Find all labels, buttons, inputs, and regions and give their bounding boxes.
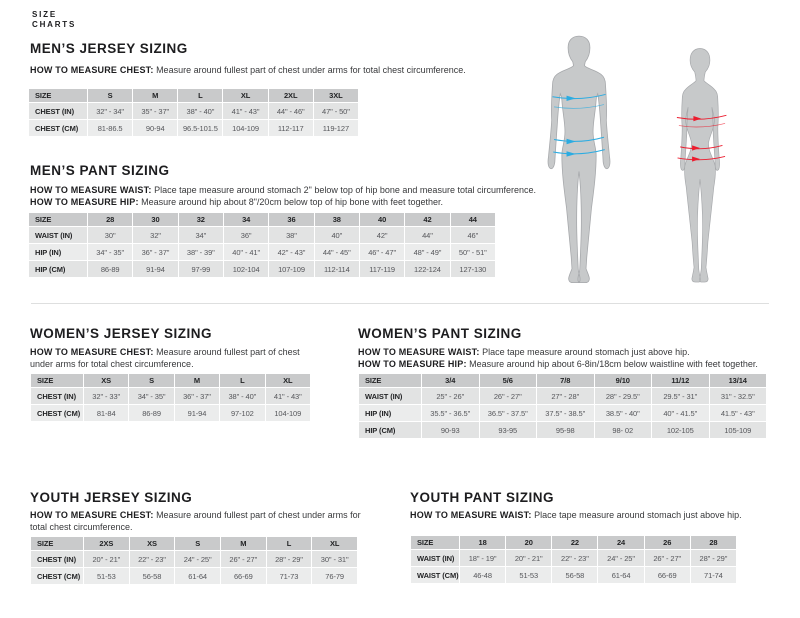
size-header-cell: XS xyxy=(129,537,175,551)
value-cell: 34" - 35" xyxy=(88,244,133,261)
value-cell: 81-86.5 xyxy=(88,120,133,137)
row-label: WAIST (IN) xyxy=(359,388,422,405)
size-header-cell: 2XS xyxy=(84,537,130,551)
mens-pant-heading: MEN’S PANT SIZING xyxy=(30,163,170,178)
value-cell: 66-69 xyxy=(220,568,266,585)
size-column-header: SIZE xyxy=(411,536,460,550)
size-header-cell: 24 xyxy=(598,536,644,550)
table-row xyxy=(31,388,311,405)
howto-label: HOW TO MEASURE CHEST: xyxy=(30,347,154,357)
value-cell: 61-64 xyxy=(175,568,221,585)
size-header-cell: L xyxy=(266,537,312,551)
value-cell: 41.5" - 43" xyxy=(709,405,767,422)
howto-label: HOW TO MEASURE CHEST: xyxy=(30,65,154,75)
value-cell: 76-79 xyxy=(312,568,358,585)
size-column-header: SIZE xyxy=(31,374,84,388)
value-cell: 127-130 xyxy=(450,261,495,278)
howto-label: HOW TO MEASURE WAIST: xyxy=(358,347,480,357)
womens-pant-heading: WOMEN’S PANT SIZING xyxy=(358,326,522,341)
size-header-cell: 36 xyxy=(269,213,314,227)
value-cell: 44" - 45" xyxy=(314,244,359,261)
table-header-row xyxy=(29,213,496,227)
value-cell: 102-105 xyxy=(652,422,710,439)
size-header-cell: S xyxy=(129,374,174,388)
row-label: HIP (IN) xyxy=(359,405,422,422)
value-cell: 32" - 33" xyxy=(84,388,129,405)
value-cell: 41" - 43" xyxy=(265,388,310,405)
value-cell: 28" - 29" xyxy=(690,550,736,567)
table-row xyxy=(31,551,358,568)
howto-label: HOW TO MEASURE WAIST: xyxy=(30,185,152,195)
value-cell: 28" - 29.5" xyxy=(594,388,652,405)
value-cell: 93-95 xyxy=(479,422,537,439)
size-header-cell: 9/10 xyxy=(594,374,652,388)
table-header-row xyxy=(29,89,359,103)
size-column-header: SIZE xyxy=(29,213,88,227)
value-cell: 56-58 xyxy=(129,568,175,585)
value-cell: 24" - 25" xyxy=(175,551,221,568)
value-cell: 90-94 xyxy=(133,120,178,137)
value-cell: 29.5" - 31" xyxy=(652,388,710,405)
row-label: WAIST (IN) xyxy=(29,227,88,244)
size-header-cell: M xyxy=(174,374,219,388)
value-cell: 26" - 27" xyxy=(644,550,690,567)
value-cell: 81-84 xyxy=(84,405,129,422)
value-cell: 96.5-101.5 xyxy=(178,120,223,137)
value-cell: 97-99 xyxy=(178,261,223,278)
howto-label: HOW TO MEASURE HIP: xyxy=(358,359,467,369)
youth-pant-howto xyxy=(410,509,790,521)
table-row xyxy=(29,261,496,278)
value-cell: 42" xyxy=(359,227,404,244)
size-header-cell: 40 xyxy=(359,213,404,227)
value-cell: 50" - 51" xyxy=(450,244,495,261)
value-cell: 71-74 xyxy=(690,567,736,584)
value-cell: 34" xyxy=(178,227,223,244)
howto-line xyxy=(30,509,380,533)
howto-text: Measure around hip about 6-8in/18cm below waistline with feet together. xyxy=(469,359,758,369)
value-cell: 38" xyxy=(269,227,314,244)
value-cell: 30" - 31" xyxy=(312,551,358,568)
size-header-cell: 2XL xyxy=(268,89,313,103)
size-column-header: SIZE xyxy=(31,537,84,551)
womens-jersey-heading: WOMEN’S JERSEY SIZING xyxy=(30,326,213,341)
size-header-cell: 44 xyxy=(450,213,495,227)
page-title-line1: SIZE xyxy=(32,10,57,19)
howto-text: Place tape measure around stomach just above hip. xyxy=(534,510,742,520)
size-header-cell: 42 xyxy=(405,213,450,227)
size-header-cell: M xyxy=(220,537,266,551)
row-label: CHEST (IN) xyxy=(31,388,84,405)
size-header-cell: 3/4 xyxy=(422,374,480,388)
value-cell: 46-48 xyxy=(460,567,506,584)
value-cell: 35.5" - 36.5" xyxy=(422,405,480,422)
youth-pant-table xyxy=(410,535,737,584)
size-header-cell: 5/6 xyxy=(479,374,537,388)
value-cell: 38" - 39" xyxy=(178,244,223,261)
value-cell: 32" xyxy=(133,227,178,244)
value-cell: 42" - 43" xyxy=(269,244,314,261)
value-cell: 71-73 xyxy=(266,568,312,585)
mens-jersey-heading: MEN’S JERSEY SIZING xyxy=(30,41,188,56)
row-label: CHEST (CM) xyxy=(29,120,88,137)
value-cell: 98- 02 xyxy=(594,422,652,439)
row-label: HIP (CM) xyxy=(29,261,88,278)
row-label: CHEST (CM) xyxy=(31,568,84,585)
value-cell: 22" - 23" xyxy=(129,551,175,568)
howto-text: Place tape measure around stomach just above hip. xyxy=(482,347,690,357)
howto-line xyxy=(410,509,790,521)
howto-label: HOW TO MEASURE WAIST: xyxy=(410,510,532,520)
size-header-cell: 7/8 xyxy=(537,374,595,388)
table-row xyxy=(359,405,767,422)
value-cell: 46" - 47" xyxy=(359,244,404,261)
value-cell: 32" - 34" xyxy=(88,103,133,120)
value-cell: 24" - 25" xyxy=(598,550,644,567)
size-header-cell: L xyxy=(220,374,265,388)
value-cell: 46" xyxy=(450,227,495,244)
table-row xyxy=(31,405,311,422)
value-cell: 104-109 xyxy=(265,405,310,422)
size-header-cell: 32 xyxy=(178,213,223,227)
value-cell: 36.5" - 37.5" xyxy=(479,405,537,422)
size-header-cell: 20 xyxy=(506,536,552,550)
row-label: WAIST (CM) xyxy=(411,567,460,584)
size-header-cell: 18 xyxy=(460,536,506,550)
table-header-row xyxy=(411,536,737,550)
row-label: WAIST (IN) xyxy=(411,550,460,567)
row-label: HIP (CM) xyxy=(359,422,422,439)
howto-line xyxy=(358,358,788,370)
male-silhouette xyxy=(548,36,610,283)
value-cell: 122-124 xyxy=(405,261,450,278)
value-cell: 107-109 xyxy=(269,261,314,278)
womens-jersey-howto xyxy=(30,346,325,370)
value-cell: 102-104 xyxy=(223,261,268,278)
value-cell: 44" xyxy=(405,227,450,244)
size-header-cell: S xyxy=(175,537,221,551)
value-cell: 36" xyxy=(223,227,268,244)
table-row xyxy=(411,567,737,584)
size-header-cell: 22 xyxy=(552,536,598,550)
table-header-row xyxy=(359,374,767,388)
table-header-row xyxy=(31,537,358,551)
value-cell: 20" - 21" xyxy=(84,551,130,568)
womens-pant-table xyxy=(358,373,767,439)
value-cell: 40" xyxy=(314,227,359,244)
value-cell: 61-64 xyxy=(598,567,644,584)
howto-line xyxy=(30,346,325,370)
youth-jersey-table xyxy=(30,536,358,585)
table-row xyxy=(359,422,767,439)
howto-text: Measure around fullest part of chest under arms for total chest circumference. xyxy=(30,347,300,369)
womens-pant-howto xyxy=(358,346,788,370)
value-cell: 35" - 37" xyxy=(133,103,178,120)
size-header-cell: 11/12 xyxy=(652,374,710,388)
value-cell: 119-127 xyxy=(313,120,358,137)
value-cell: 104-109 xyxy=(223,120,268,137)
size-header-cell: XS xyxy=(84,374,129,388)
page-title xyxy=(32,10,76,30)
mens-jersey-table xyxy=(28,88,359,137)
table-row xyxy=(29,103,359,120)
youth-pant-heading: YOUTH PANT SIZING xyxy=(410,490,555,505)
value-cell: 22" - 23" xyxy=(552,550,598,567)
howto-text: Measure around fullest part of chest under arms for total chest circumference. xyxy=(156,65,466,75)
value-cell: 41" - 43" xyxy=(223,103,268,120)
page-title-line2: CHARTS xyxy=(32,20,77,29)
value-cell: 56-58 xyxy=(552,567,598,584)
male-figure xyxy=(540,33,618,285)
value-cell: 27" - 28" xyxy=(537,388,595,405)
value-cell: 48" - 49" xyxy=(405,244,450,261)
youth-jersey-heading: YOUTH JERSEY SIZING xyxy=(30,490,193,505)
value-cell: 26" - 27" xyxy=(479,388,537,405)
value-cell: 38" - 40" xyxy=(220,388,265,405)
value-cell: 90-93 xyxy=(422,422,480,439)
size-header-cell: 3XL xyxy=(313,89,358,103)
size-header-cell: S xyxy=(88,89,133,103)
value-cell: 91-94 xyxy=(174,405,219,422)
value-cell: 47" - 50" xyxy=(313,103,358,120)
row-label: CHEST (CM) xyxy=(31,405,84,422)
value-cell: 34" - 35" xyxy=(129,388,174,405)
howto-label: HOW TO MEASURE CHEST: xyxy=(30,510,154,520)
value-cell: 36" - 37" xyxy=(174,388,219,405)
female-silhouette xyxy=(680,48,719,282)
value-cell: 18" - 19" xyxy=(460,550,506,567)
value-cell: 38" - 40" xyxy=(178,103,223,120)
womens-jersey-table xyxy=(30,373,311,422)
value-cell: 105-109 xyxy=(709,422,767,439)
value-cell: 112-117 xyxy=(268,120,313,137)
size-header-cell: 34 xyxy=(223,213,268,227)
size-header-cell: XL xyxy=(223,89,268,103)
table-row xyxy=(31,568,358,585)
table-header-row xyxy=(31,374,311,388)
howto-text: Place tape measure around stomach 2" below top of hip bone and measure total circumference. xyxy=(154,185,536,195)
mens-pant-table xyxy=(28,212,496,278)
value-cell: 20" - 21" xyxy=(506,550,552,567)
table-row xyxy=(359,388,767,405)
size-header-cell: M xyxy=(133,89,178,103)
value-cell: 38.5" - 40" xyxy=(594,405,652,422)
size-header-cell: 26 xyxy=(644,536,690,550)
value-cell: 26" - 27" xyxy=(220,551,266,568)
value-cell: 36" - 37" xyxy=(133,244,178,261)
howto-text: Measure around hip about 8"/20cm below top of hip bone with feet together. xyxy=(141,197,444,207)
value-cell: 28" - 29" xyxy=(266,551,312,568)
value-cell: 66-69 xyxy=(644,567,690,584)
value-cell: 97-102 xyxy=(220,405,265,422)
row-label: CHEST (IN) xyxy=(31,551,84,568)
value-cell: 25" - 26" xyxy=(422,388,480,405)
table-row xyxy=(29,244,496,261)
table-row xyxy=(411,550,737,567)
row-label: CHEST (IN) xyxy=(29,103,88,120)
section-divider xyxy=(31,303,769,304)
value-cell: 37.5" - 38.5" xyxy=(537,405,595,422)
size-header-cell: 38 xyxy=(314,213,359,227)
value-cell: 112-114 xyxy=(314,261,359,278)
size-header-cell: L xyxy=(178,89,223,103)
value-cell: 40" - 41.5" xyxy=(652,405,710,422)
value-cell: 51-53 xyxy=(84,568,130,585)
value-cell: 31" - 32.5" xyxy=(709,388,767,405)
value-cell: 86-89 xyxy=(88,261,133,278)
table-row xyxy=(29,120,359,137)
row-label: HIP (IN) xyxy=(29,244,88,261)
size-header-cell: 30 xyxy=(133,213,178,227)
howto-line xyxy=(358,346,788,358)
value-cell: 86-89 xyxy=(129,405,174,422)
howto-label: HOW TO MEASURE HIP: xyxy=(30,197,139,207)
value-cell: 95-98 xyxy=(537,422,595,439)
youth-jersey-howto xyxy=(30,509,380,533)
value-cell: 117-119 xyxy=(359,261,404,278)
size-header-cell: 13/14 xyxy=(709,374,767,388)
value-cell: 44" - 46" xyxy=(268,103,313,120)
size-column-header: SIZE xyxy=(359,374,422,388)
size-header-cell: XL xyxy=(312,537,358,551)
table-row xyxy=(29,227,496,244)
female-figure xyxy=(667,47,733,285)
value-cell: 40" - 41" xyxy=(223,244,268,261)
size-column-header: SIZE xyxy=(29,89,88,103)
value-cell: 51-53 xyxy=(506,567,552,584)
value-cell: 91-94 xyxy=(133,261,178,278)
size-header-cell: 28 xyxy=(88,213,133,227)
value-cell: 30" xyxy=(88,227,133,244)
size-header-cell: XL xyxy=(265,374,310,388)
size-header-cell: 28 xyxy=(690,536,736,550)
howto-text: Measure around fullest part of chest under arms for total chest circumference. xyxy=(30,510,361,532)
